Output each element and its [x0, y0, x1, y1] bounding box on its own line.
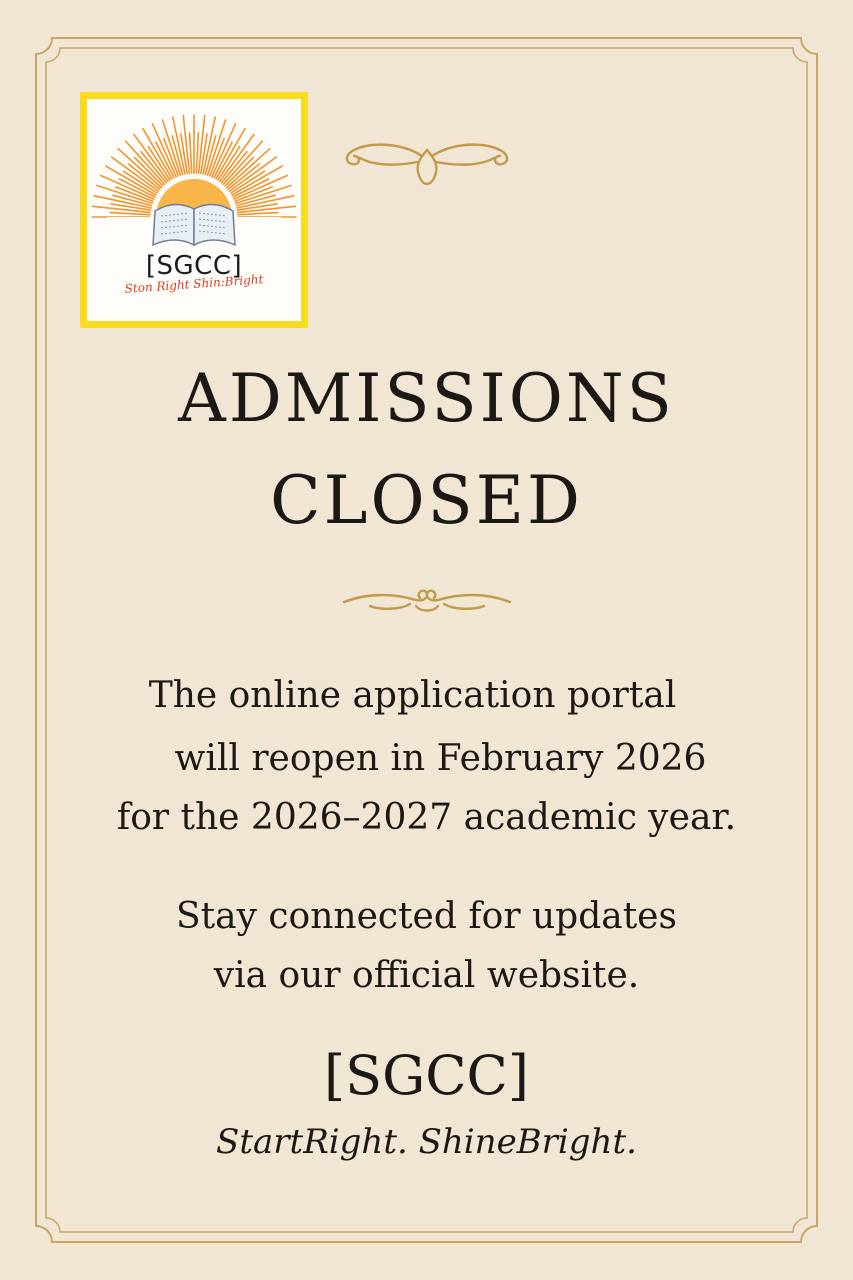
- message-line-3: for the 2026–2027 academic year.: [116, 797, 737, 838]
- logo-tagline: Ston Right Shin:Bright: [124, 272, 264, 296]
- message-line-2: will reopen in February 2026: [174, 738, 707, 779]
- logo-name: [SGCC]: [145, 251, 243, 281]
- sun-ray: [190, 133, 192, 173]
- footer-org-name: [SGCC]: [324, 1044, 529, 1107]
- sgcc-logo: [80, 92, 308, 328]
- top-flourish-ornament: [340, 136, 515, 198]
- update-line-2: via our official website.: [213, 955, 640, 996]
- footer-tagline: StartRight. ShineBright.: [216, 1122, 637, 1162]
- update-line-1: Stay connected for updates: [176, 896, 677, 937]
- message-line-1: The online application portal: [148, 675, 677, 716]
- sun-ray: [238, 213, 278, 215]
- headline-line-1: ADMISSIONS: [178, 360, 675, 437]
- sun-ray: [110, 213, 150, 215]
- divider-flourish-ornament: [340, 586, 514, 620]
- headline-line-2: CLOSED: [270, 462, 583, 539]
- sun-ray: [196, 133, 198, 173]
